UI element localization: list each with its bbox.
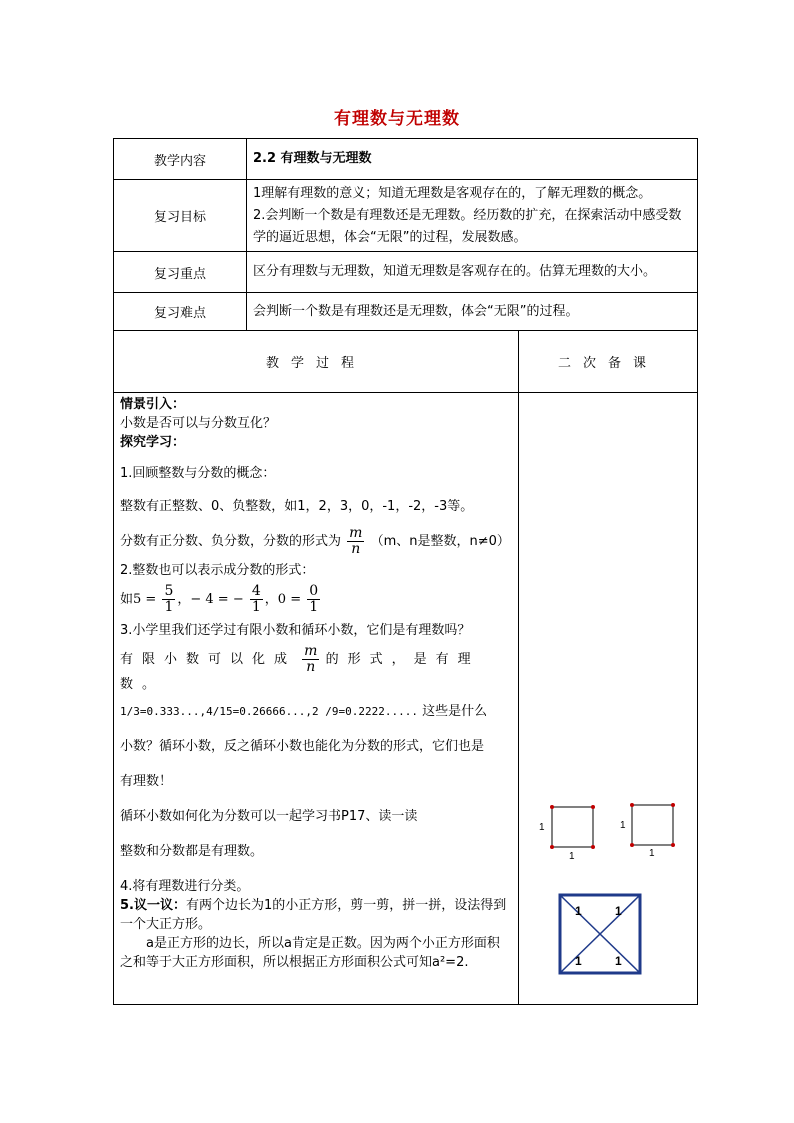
row-content <box>114 139 698 180</box>
frac-denominator: n <box>351 541 361 557</box>
step-5 <box>120 896 512 934</box>
step-3-readmore: 循环小数如何化为分数可以一起学习书P17、读一读 <box>120 809 418 824</box>
step-3-summary: 整数和分数都是有理数。 <box>120 844 264 859</box>
frac-denominator: 1 <box>251 599 261 615</box>
content-value: 2.2 有理数与无理数 <box>247 139 698 180</box>
intro-title: 情景引入： <box>120 397 186 412</box>
frac-numerator: 0 <box>309 583 319 599</box>
step-3: 3.小学里我们还学过有限小数和循环小数，它们是有理数吗？ <box>120 623 471 638</box>
frac-numerator: m <box>349 525 363 541</box>
example-c: ，0 = <box>264 592 302 607</box>
goal-item-2: 2.会判断一个数是有理数还是无理数。经历数的扩充，在探索活动中感受数学的逼近思想，体会“无限”的过程，发展数感。 <box>253 207 682 245</box>
second-prep-column <box>519 393 698 1005</box>
fraction-m-over-n <box>347 526 364 557</box>
fraction-text: 分数有正分数、负分数，分数的形式为 <box>120 534 342 549</box>
square-figures <box>519 393 698 1005</box>
goal-value <box>247 180 698 252</box>
key-value: 区分有理数与无理数，知道无理数是客观存在的。估算无理数的大小。 <box>247 252 698 293</box>
small-square-left <box>539 805 595 862</box>
step-5-text: 有两个边长为1的小正方形，剪一剪，拼一拼，设法得到一个大正方形。 <box>120 898 507 932</box>
step-4: 4.将有理数进行分类。 <box>120 879 250 894</box>
side-label: 1 <box>620 820 626 831</box>
bottom-label: 1 <box>649 848 655 859</box>
small-square-right <box>620 803 675 859</box>
goal-label: 复习目标 <box>114 180 247 252</box>
step-2: 2.整数也可以表示成分数的形式： <box>120 563 315 578</box>
step-3-finite <box>120 644 512 694</box>
example-a: 5 = <box>133 592 157 607</box>
key-label: 复习重点 <box>114 252 247 293</box>
step-1-fractions <box>120 526 512 557</box>
step-5-explanation: a是正方形的边长，所以a肯定是正数。因为两个小正方形面积之和等于大正方形面积，所以根据正方形面积公式可知a²=2. <box>120 936 500 970</box>
frac-numerator: 5 <box>164 583 174 599</box>
finite-text-end: 的形式，是有理数。 <box>120 652 480 692</box>
hard-label: 复习难点 <box>114 293 247 331</box>
decimal-examples: 1/3=0.333...,4/15=0.26666...,2 /9=0.2222..... <box>120 705 419 718</box>
fraction-4-1 <box>250 584 263 615</box>
side-label: 1 <box>539 822 545 833</box>
step-3-rational: 有理数！ <box>120 774 173 789</box>
frac-denominator: n <box>306 659 316 675</box>
big-label-2: 1 <box>615 904 622 918</box>
hard-value: 会判断一个数是有理数还是无理数，体会“无限”的过程。 <box>247 293 698 331</box>
decimal-question: 这些是什么 <box>418 704 488 719</box>
frac-denominator: 1 <box>164 599 174 615</box>
example-b: ，− 4 = − <box>177 592 244 607</box>
bottom-label: 1 <box>569 851 575 862</box>
step-5-title: 5.议一议： <box>120 898 186 913</box>
lesson-table <box>113 138 698 1005</box>
row-hard <box>114 293 698 331</box>
big-label-1: 1 <box>575 904 582 918</box>
row-key <box>114 252 698 293</box>
step-2-examples <box>120 584 512 615</box>
step-3-repeating: 小数？循环小数，反之循环小数也能化为分数的形式，它们也是 <box>120 739 485 754</box>
step-1: 1.回顾整数与分数的概念： <box>120 466 276 481</box>
process-header: 教学过程 <box>114 331 519 393</box>
content-label: 教学内容 <box>114 139 247 180</box>
step-1-integers: 整数有正整数、0、负整数，如1，2，3，0，-1，-2，-3等。 <box>120 499 474 514</box>
row-process-body <box>114 393 698 1005</box>
intro-question: 小数是否可以与分数互化？ <box>120 416 277 431</box>
process-content <box>114 393 519 1005</box>
row-goal <box>114 180 698 252</box>
fraction-condition: （m、n是整数，n≠0） <box>370 534 510 549</box>
row-process-header <box>114 331 698 393</box>
frac-denominator: 1 <box>309 599 319 615</box>
fraction-5-1 <box>162 584 175 615</box>
explore-title: 探究学习： <box>120 435 186 450</box>
goal-item-1: 1理解有理数的意义；知道无理数是客观存在的，了解无理数的概念。 <box>253 185 652 201</box>
frac-numerator: m <box>304 643 318 659</box>
second-prep-header: 二次备课 <box>519 331 698 393</box>
fraction-m-over-n-2 <box>302 644 319 675</box>
step-3-decimals <box>120 702 512 721</box>
big-square <box>560 895 640 973</box>
big-label-4: 1 <box>615 954 622 968</box>
finite-text: 有限小数可以化成 <box>120 652 297 667</box>
frac-numerator: 4 <box>251 583 261 599</box>
document-title: 有理数与无理数 <box>334 109 460 129</box>
fraction-0-1 <box>307 584 320 615</box>
example-prefix: 如 <box>120 592 134 607</box>
big-label-3: 1 <box>575 954 582 968</box>
